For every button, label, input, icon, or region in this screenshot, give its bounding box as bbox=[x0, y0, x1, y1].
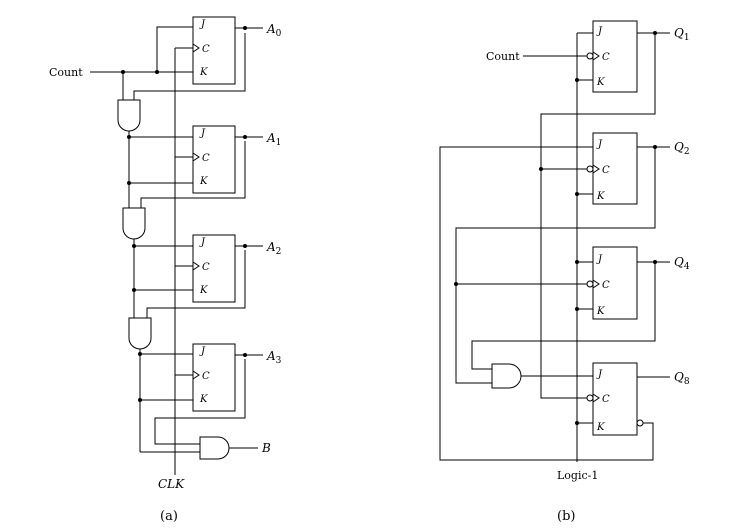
pin-c: C bbox=[602, 280, 610, 291]
and-gate-2 bbox=[123, 208, 145, 239]
output-label-a3: $A_3$ bbox=[267, 349, 282, 366]
and-gate-b bbox=[200, 437, 229, 459]
pin-c: C bbox=[202, 44, 210, 55]
pin-c: C bbox=[202, 371, 210, 382]
logic-1-label: Logic-1 bbox=[557, 469, 599, 482]
output-label-b: B bbox=[262, 441, 271, 455]
clk-label: CLK bbox=[158, 477, 185, 491]
pin-j: J bbox=[201, 237, 206, 248]
output-label-a0: $A_0$ bbox=[267, 22, 282, 39]
output-label-q4: $Q_4$ bbox=[674, 255, 690, 272]
pin-k: K bbox=[597, 306, 605, 317]
pin-k: K bbox=[200, 67, 208, 78]
and-gate-q8 bbox=[492, 364, 521, 388]
output-label-q8: $Q_8$ bbox=[674, 370, 690, 387]
pin-j: J bbox=[598, 254, 603, 265]
circuit-b bbox=[440, 21, 690, 524]
and-gate-3 bbox=[129, 318, 151, 349]
count-label-a: Count bbox=[49, 66, 83, 79]
pin-k: K bbox=[597, 77, 605, 88]
clock-triangles-b bbox=[587, 52, 599, 402]
pin-j: J bbox=[598, 369, 603, 380]
outputs-a bbox=[235, 26, 263, 357]
pin-k: K bbox=[200, 176, 208, 187]
pin-j: J bbox=[201, 346, 206, 357]
clk-taps bbox=[175, 48, 193, 375]
caption-a: (a) bbox=[160, 509, 178, 524]
count-label-b: Count bbox=[486, 50, 520, 63]
pin-k: K bbox=[200, 285, 208, 296]
pin-j: J bbox=[201, 128, 206, 139]
pin-k: K bbox=[597, 191, 605, 202]
output-label-q1: $Q_1$ bbox=[674, 26, 690, 43]
and-gate-1 bbox=[118, 100, 140, 131]
pin-c: C bbox=[202, 262, 210, 273]
caption-b: (b) bbox=[557, 509, 576, 524]
pin-j: J bbox=[598, 139, 603, 150]
output-label-a1: $A_1$ bbox=[267, 131, 282, 148]
pin-j: J bbox=[598, 26, 603, 37]
logic-1-taps bbox=[575, 33, 593, 425]
pin-k: K bbox=[200, 394, 208, 405]
pin-k: K bbox=[597, 422, 605, 433]
pin-c: C bbox=[602, 165, 610, 176]
output-label-a2: $A_2$ bbox=[267, 240, 282, 257]
pin-c: C bbox=[202, 153, 210, 164]
output-label-q2: $Q_2$ bbox=[674, 140, 690, 157]
circuit-a bbox=[49, 17, 282, 524]
clock-triangles-a bbox=[193, 44, 199, 379]
pin-c: C bbox=[602, 394, 610, 405]
pin-j: J bbox=[201, 19, 206, 30]
pin-c: C bbox=[602, 52, 610, 63]
